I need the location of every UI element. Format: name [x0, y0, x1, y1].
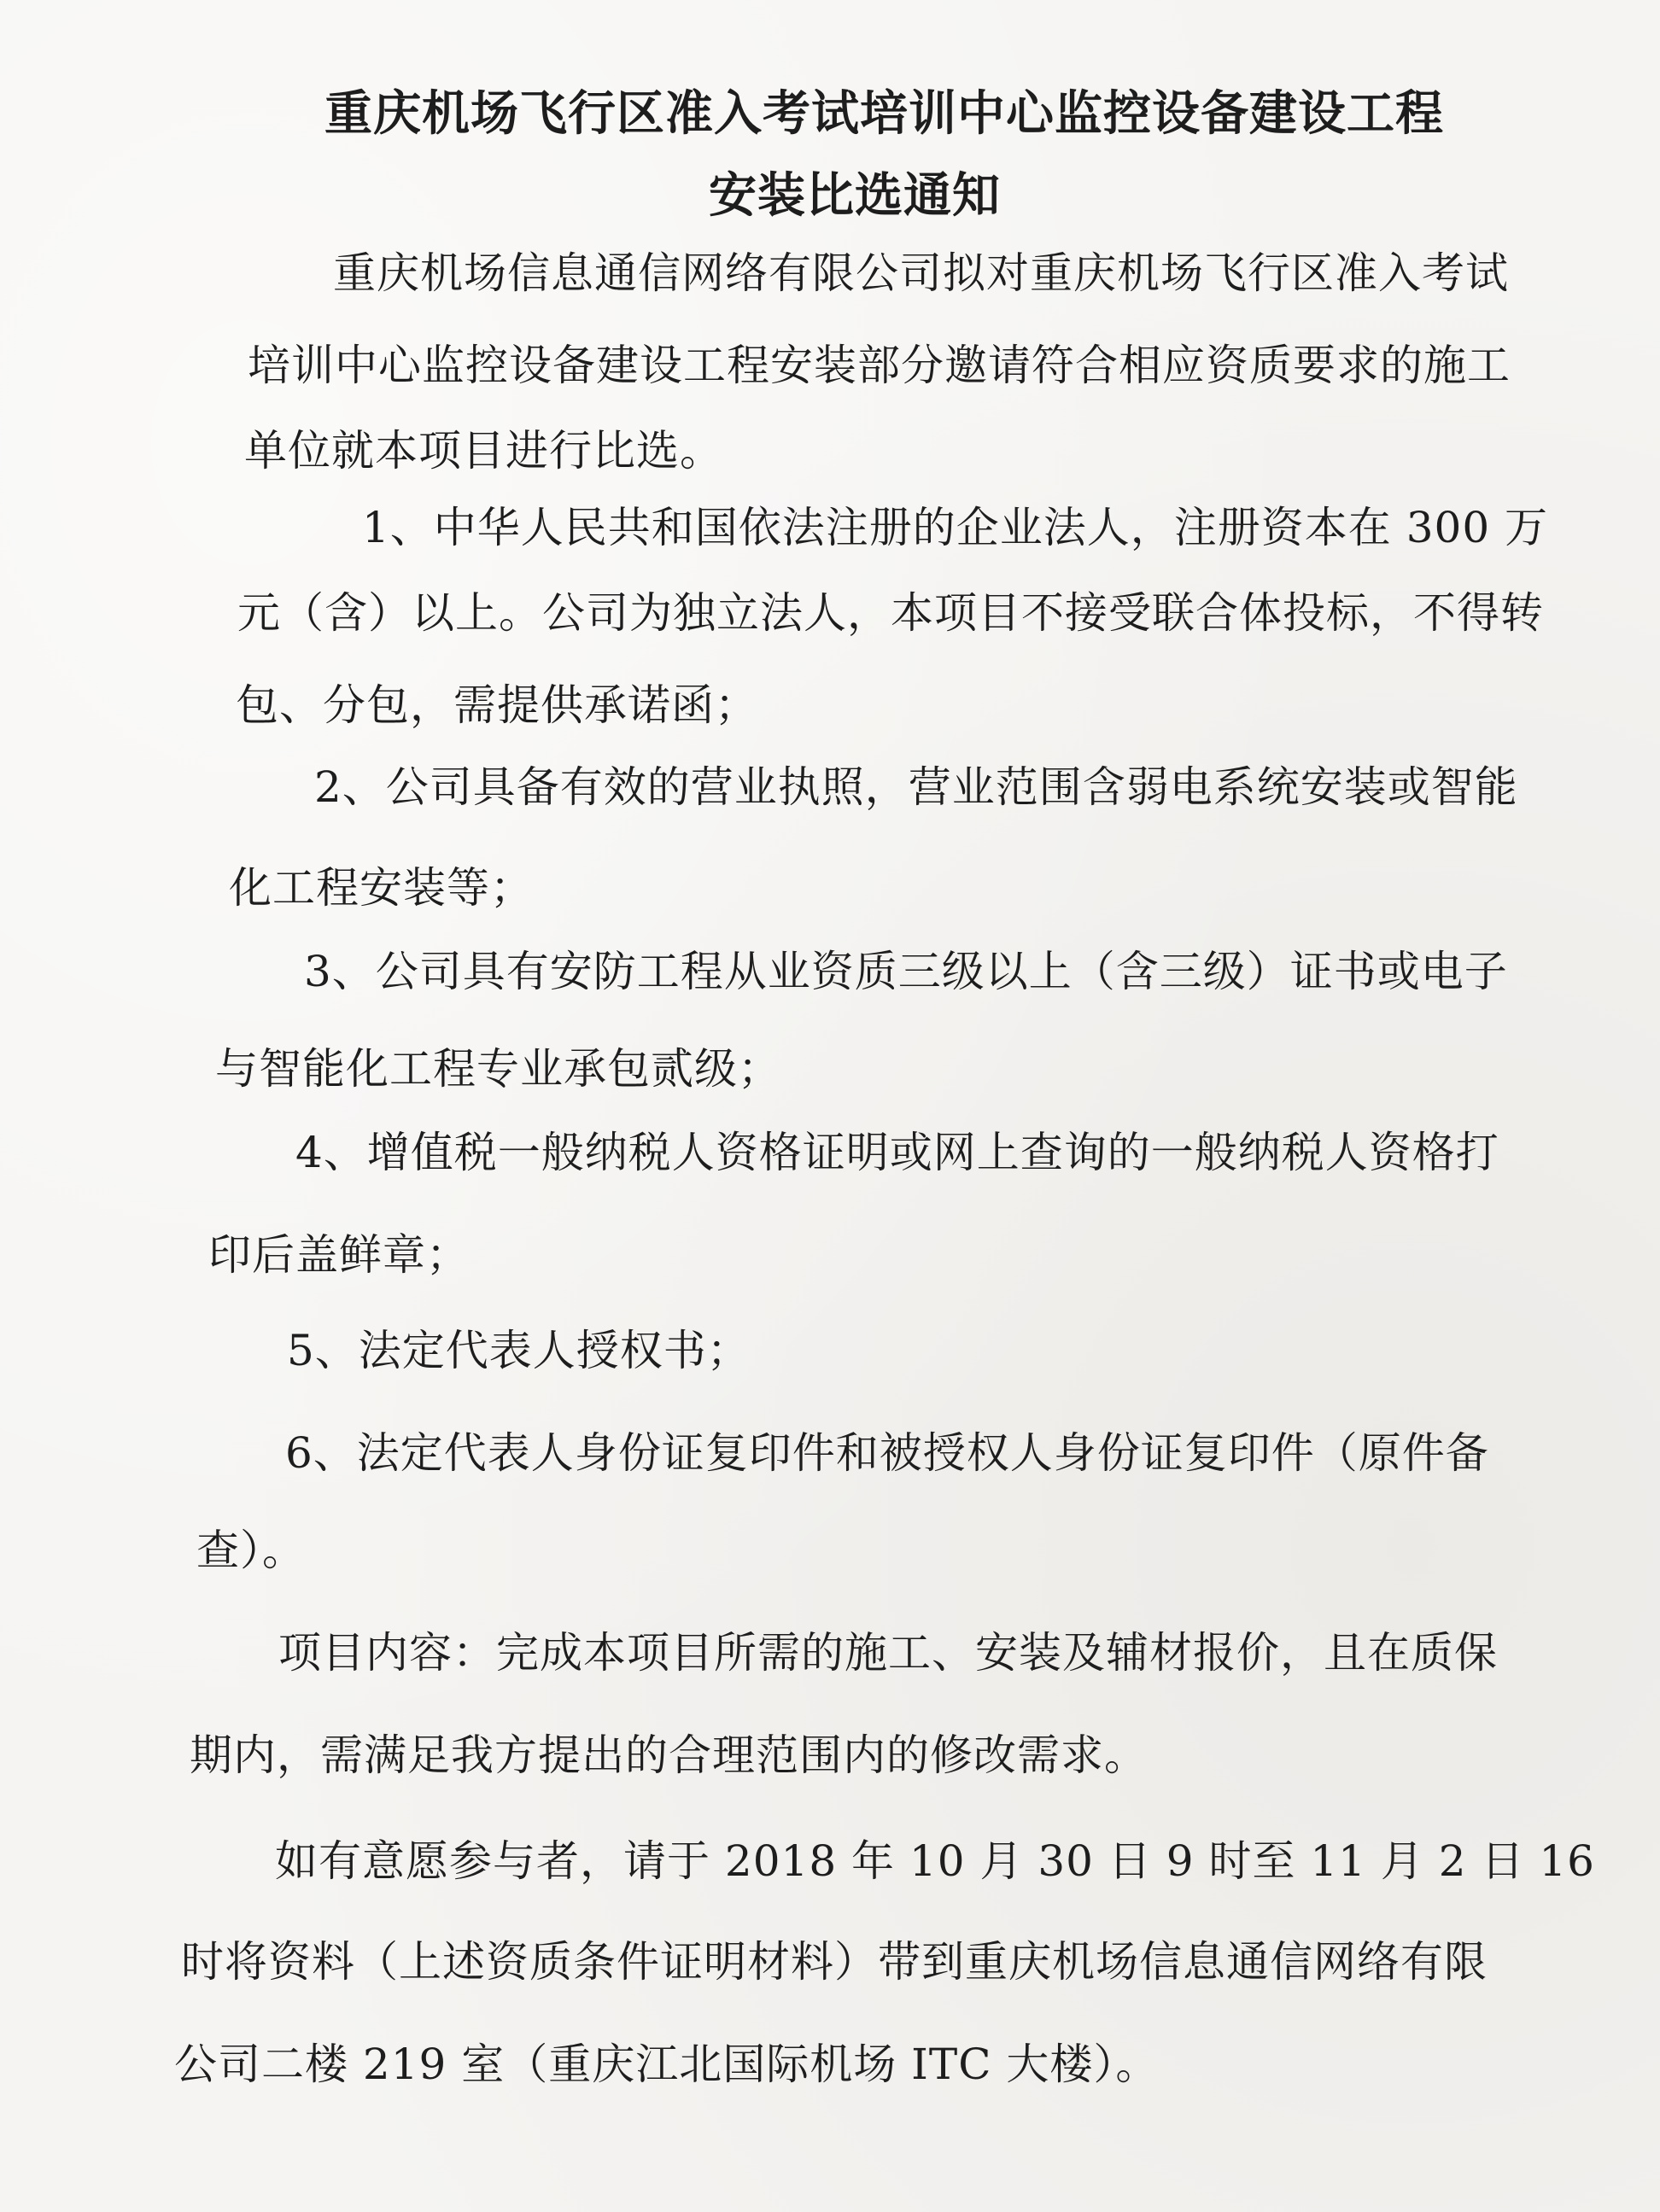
item1-line-1: 1、中华人民共和国依法注册的企业法人，注册资本在 300 万: [362, 503, 1549, 552]
item1-line-3: 包、分包，需提供承诺函；: [236, 680, 758, 730]
item6-line-2: 查）。: [196, 1526, 306, 1575]
project-line-2: 期内，需满足我方提出的合理范围内的修改需求。: [190, 1730, 1148, 1780]
item5-line-1: 5、法定代表人授权书；: [287, 1326, 751, 1375]
item3-line-2: 与智能化工程专业承包贰级；: [215, 1044, 781, 1094]
closing-line-3: 公司二楼 219 室（重庆江北国际机场 ITC 大楼）。: [174, 2040, 1160, 2089]
item4-line-2: 印后盖鲜章；: [208, 1230, 470, 1280]
item4-line-1: 4、增值税一般纳税人资格证明或网上查询的一般纳税人资格打: [295, 1128, 1499, 1177]
intro-line-1: 重庆机场信息通信网络有限公司拟对重庆机场飞行区准入考试: [333, 248, 1509, 298]
item6-line-1: 6、法定代表人身份证复印件和被授权人身份证复印件（原件备: [285, 1428, 1489, 1478]
closing-line-2: 时将资料（上述资质条件证明材料）带到重庆机场信息通信网络有限: [181, 1937, 1488, 1987]
title-line-1: 重庆机场飞行区准入考试培训中心监控设备建设工程: [324, 85, 1444, 142]
closing-line-1: 如有意愿参与者，请于 2018 年 10 月 30 日 9 时至 11 月 2 日 16: [275, 1836, 1595, 1886]
title-line-2: 安装比选通知: [709, 167, 1001, 224]
intro-line-2: 培训中心监控设备建设工程安装部分邀请符合相应资质要求的施工: [248, 341, 1511, 390]
intro-line-3: 单位就本项目进行比选。: [244, 426, 723, 476]
item2-line-1: 2、公司具备有效的营业执照，营业范围含弱电系统安装或智能: [314, 762, 1518, 812]
item2-line-2: 化工程安装等；: [229, 863, 534, 913]
item3-line-1: 3、公司具有安防工程从业资质三级以上（含三级）证书或电子: [304, 947, 1508, 996]
item1-line-2: 元（含）以上。公司为独立法人，本项目不接受联合体投标，不得转: [237, 588, 1544, 638]
project-line-1: 项目内容：完成本项目所需的施工、安装及辅材报价，且在质保: [278, 1628, 1498, 1678]
